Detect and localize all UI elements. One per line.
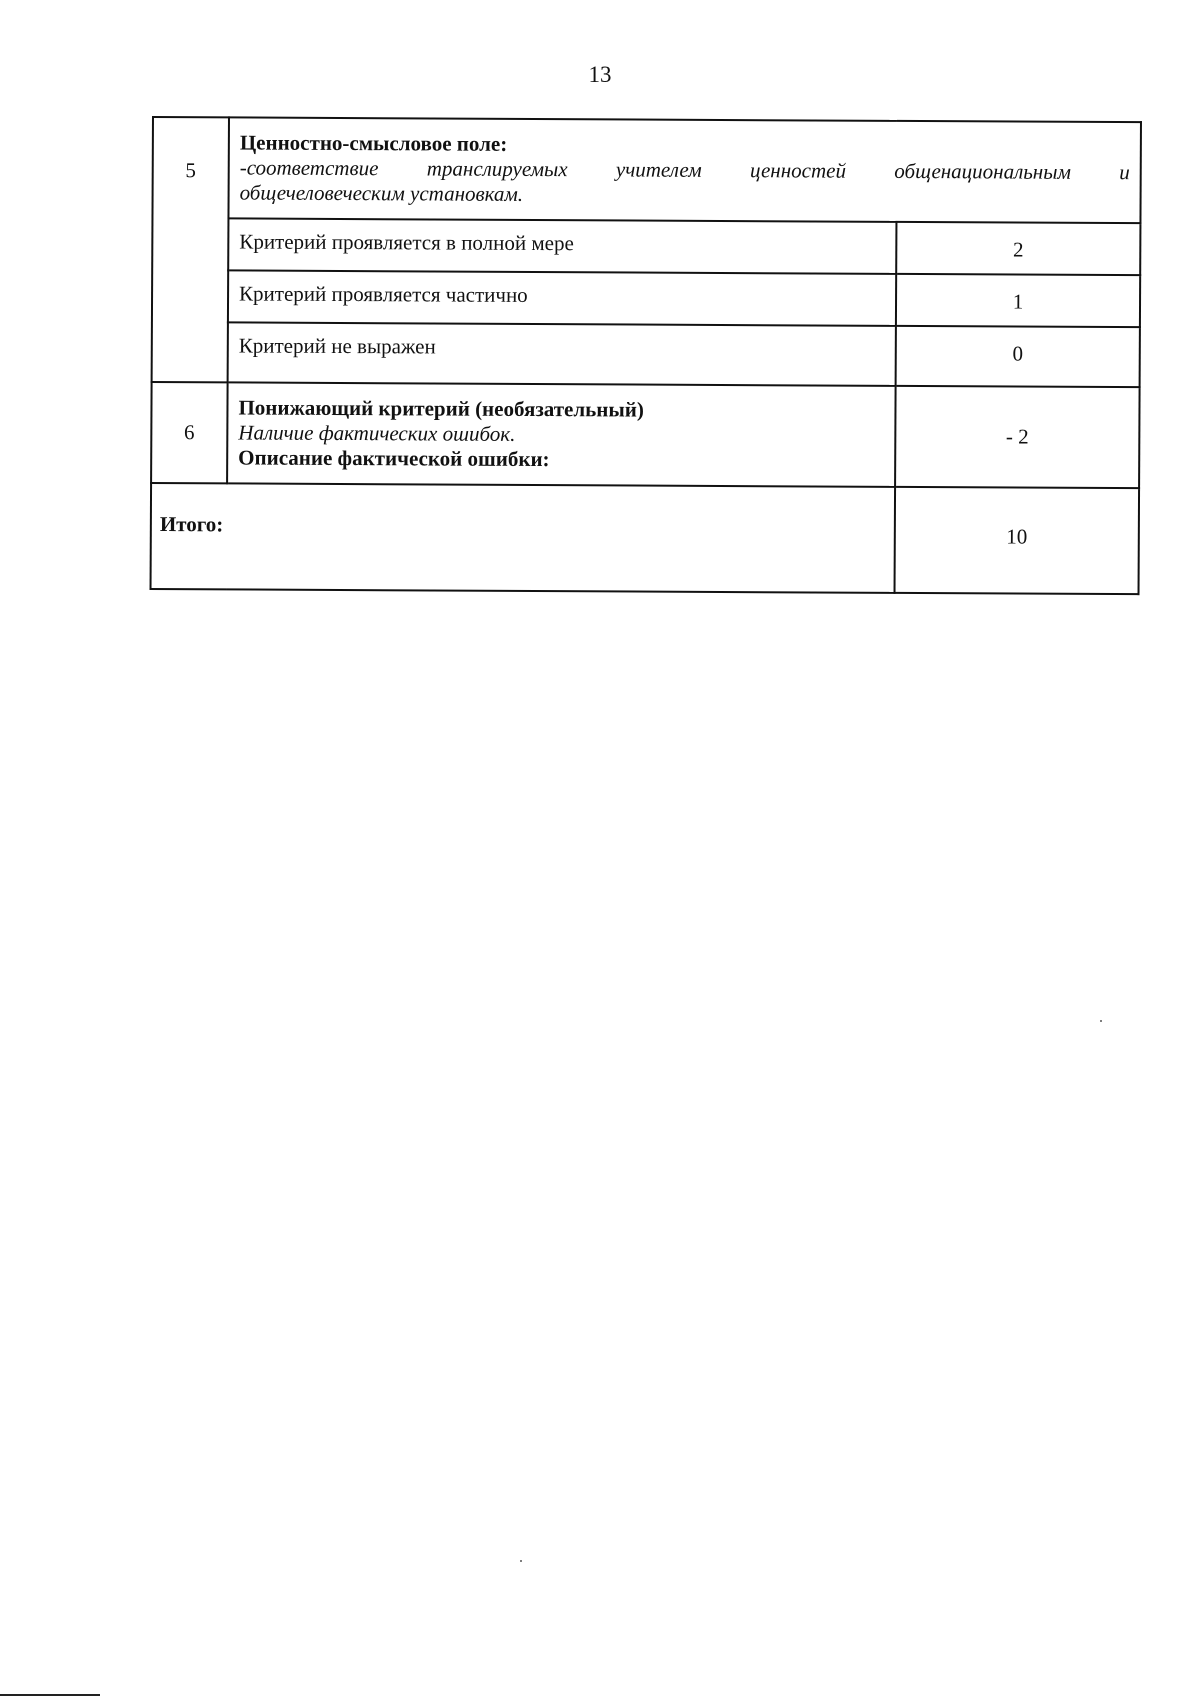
table-row (151, 382, 1140, 488)
criterion-heading-5: Ценностно-смысловое поле: (239, 130, 508, 156)
criterion-text-6: Наличие фактических ошибок. (238, 420, 516, 446)
criterion-item-score: 0 (896, 326, 1140, 387)
criterion-description-5 (228, 117, 1141, 223)
criterion-subheading-6: Описание фактической ошибки: (238, 445, 550, 472)
table-row (152, 270, 1140, 327)
criterion-text-5-line1: -соответствие транслируемых учителем ценностей общенациональным и (239, 155, 1130, 185)
criterion-item-label: Критерий проявляется в полной мере (228, 218, 896, 273)
page-number: 13 (588, 62, 612, 87)
table-row (152, 218, 1140, 275)
criterion-item-score: 2 (896, 222, 1140, 275)
criterion-score-6: - 2 (895, 386, 1140, 488)
scan-dot (1100, 1020, 1102, 1022)
table-row (152, 322, 1140, 387)
criterion-item-label: Критерий проявляется частично (228, 270, 896, 325)
scan-dot (520, 1560, 522, 1562)
row-number-6: 6 (151, 382, 228, 483)
table-row (152, 117, 1141, 223)
table-row (151, 483, 1140, 594)
criterion-item-label: Критерий не выражен (228, 322, 896, 385)
total-score: 10 (895, 487, 1140, 594)
criterion-description-6 (227, 382, 896, 486)
criterion-item-score: 1 (896, 274, 1140, 327)
criterion-heading-6: Понижающий критерий (необязательный) (238, 395, 644, 422)
row-number-5: 5 (152, 117, 229, 382)
total-label: Итого: (151, 483, 896, 593)
scan-edge-mark (0, 1694, 100, 1696)
criteria-table (150, 116, 1142, 595)
criterion-text-5-line2: общечеловеческим установкам. (239, 180, 524, 206)
